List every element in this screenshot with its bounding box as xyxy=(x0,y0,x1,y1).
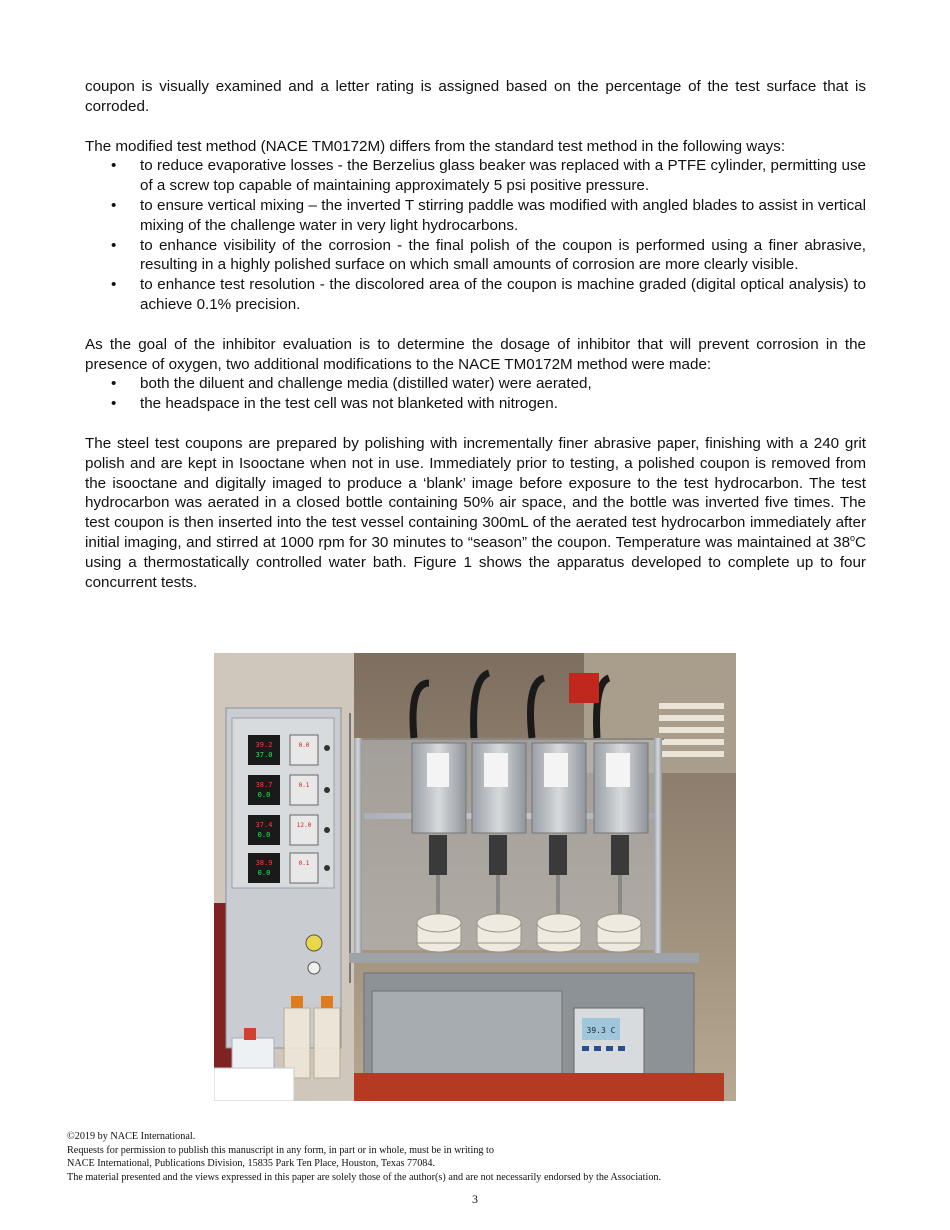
list-item: • both the diluent and challenge media (distilled water) were aerated, xyxy=(111,375,592,393)
list-item: • to enhance visibility of the corrosion - the final polish of the coupon is performed using a finer abrasive, resulting in a highly polished surface on which small amounts of corrosion are more clearly visible. xyxy=(111,236,866,274)
controller-sv: 37.0 xyxy=(255,751,273,759)
paragraph-coupon-preparation: The steel test coupons are prepared by polishing with incrementally finer abrasive paper, finishing with a 240 grit polish and are kept in Isooctane when not in use. Immediately prior to testing, a polished coupon is removed from the isooctane and digitally imaged to produce a ‘blank’ image before exposure to the test hydrocarbon. The test hydrocarbon was aerated in a closed bottle containing 50% air space, and the bottle was inverted five times. The test coupon is then inserted into the test vessel containing 300mL of the aerated test hydrocarbon immediately after initial imaging, and stirred at 1000 rpm for 30 minutes to “season” the coupon. Temperature was maintained at 38$^o$C using a thermostatically controlled water bath. Figure 1 shows the apparatus developed to complete up to four concurrent tests. xyxy=(85,434,866,591)
controller-pv2: 0.0 xyxy=(298,742,310,749)
controller-sv: 0.0 xyxy=(257,831,271,839)
body-text xyxy=(85,77,866,592)
yellow-knob xyxy=(306,935,322,951)
paragraph-coupon-rating: coupon is visually examined and a letter rating is assigned based on the percentage of the test surface that is corroded. xyxy=(85,78,866,115)
controller-pv: 37.4 xyxy=(255,821,273,829)
list-item: • the headspace in the test cell was not blanketed with nitrogen. xyxy=(111,395,558,413)
copyright-line: ©2019 by NACE International. xyxy=(67,1131,196,1142)
modifications-list xyxy=(85,156,866,314)
controller-pv: 38.9 xyxy=(255,859,273,867)
paragraph-inhibitor-goal: As the goal of the inhibitor evaluation is to determine the dosage of inhibitor that will prevent corrosion in the presence of oxygen, two additional modifications to the NACE TM0172M method were made: xyxy=(85,335,866,373)
list-item: • to enhance test resolution - the discolored area of the coupon is machine graded (digital optical analysis) to achieve 0.1% precision. xyxy=(111,276,866,313)
address-line: NACE International, Publications Division, 15835 Park Ten Place, Houston, Texas 77084. xyxy=(67,1158,436,1170)
controller-pv2: 0.1 xyxy=(298,860,310,867)
frame-post xyxy=(354,738,362,958)
page-number: 3 xyxy=(472,1192,478,1206)
additional-modifications-list xyxy=(85,374,866,414)
test-cell xyxy=(597,914,641,952)
test-cell xyxy=(537,914,581,952)
frame-post xyxy=(654,738,662,958)
bottle xyxy=(314,1008,340,1078)
test-cell xyxy=(477,914,521,952)
controller-sv: 0.0 xyxy=(257,791,271,799)
list-item: • to reduce evaporative losses - the Berzelius glass beaker was replaced with a PTFE cylinder, permitting use of a screw top capable of maintaining approximately 5 psi positive pressure. xyxy=(111,157,866,195)
controller-pv2: 12.0 xyxy=(296,822,312,829)
paragraph-modified-method: The modified test method (NACE TM0172M) differs from the standard test method in the following ways: xyxy=(85,137,786,155)
footer xyxy=(67,1130,897,1184)
list-item: • to ensure vertical mixing – the inverted T stirring paddle was modified with angled blades to assist in vertical mixing of the challenge water in very light hydrocarbons. xyxy=(111,196,866,234)
figure-apparatus-photo xyxy=(214,653,736,1101)
disclaimer-line: The material presented and the views expressed in this paper are solely those of the author(s) and are not necessarily endorsed by the Association. xyxy=(67,1171,662,1183)
test-cell xyxy=(417,914,461,952)
permission-line: Requests for permission to publish this manuscript in any form, in part or in whole, must be in writing to xyxy=(67,1144,494,1156)
bench-top xyxy=(349,953,699,963)
bath-temperature-readout: 39.3 C xyxy=(586,1026,616,1035)
controller-sv: 0.0 xyxy=(257,869,271,877)
controller-pv: 38.7 xyxy=(255,781,273,789)
controller-pv2: 0.1 xyxy=(298,782,310,789)
red-tray xyxy=(354,1073,724,1101)
controller-pv: 39.2 xyxy=(255,741,273,749)
